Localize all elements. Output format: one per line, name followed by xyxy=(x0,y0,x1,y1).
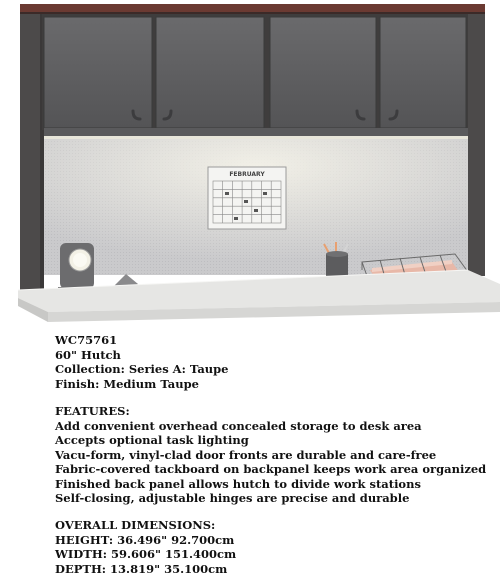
dimensions-heading: OVERALL DIMENSIONS: xyxy=(55,518,236,533)
features-list xyxy=(55,404,486,506)
height-dimension: HEIGHT: 36.496" 92.700cm xyxy=(55,533,236,548)
features-heading: FEATURES: xyxy=(55,404,486,419)
calendar-month: FEBRUARY xyxy=(229,171,265,178)
right-side-panel xyxy=(468,14,485,276)
finish: Finish: Medium Taupe xyxy=(55,377,228,392)
feature-item: Self-closing, adjustable hinges are precise and durable xyxy=(55,491,486,506)
product-spec xyxy=(55,333,228,391)
left-side-panel xyxy=(20,14,42,296)
wall-calendar xyxy=(208,167,286,229)
feature-item: Fabric-covered tackboard on backpanel keeps work area organized xyxy=(55,462,486,477)
dimensions xyxy=(55,518,236,576)
feature-item: Add convenient overhead concealed storage to desk area xyxy=(55,419,486,434)
cabinet-door-3 xyxy=(270,17,376,128)
depth-dimension: DEPTH: 13.819" 35.100cm xyxy=(55,562,236,576)
feature-item: Accepts optional task lighting xyxy=(55,433,486,448)
width-dimension: WIDTH: 59.606" 151.400cm xyxy=(55,547,236,562)
collection: Collection: Series A: Taupe xyxy=(55,362,228,377)
desk-clock xyxy=(58,243,96,291)
cabinet-door-1 xyxy=(44,17,152,128)
feature-item: Vacu-form, vinyl-clad door fronts are durable and care-free xyxy=(55,448,486,463)
model-number: WC75761 xyxy=(55,333,228,348)
feature-item: Finished back panel allows hutch to divide work stations xyxy=(55,477,486,492)
cabinet-door-4 xyxy=(380,17,466,128)
product-name: 60" Hutch xyxy=(55,348,228,363)
